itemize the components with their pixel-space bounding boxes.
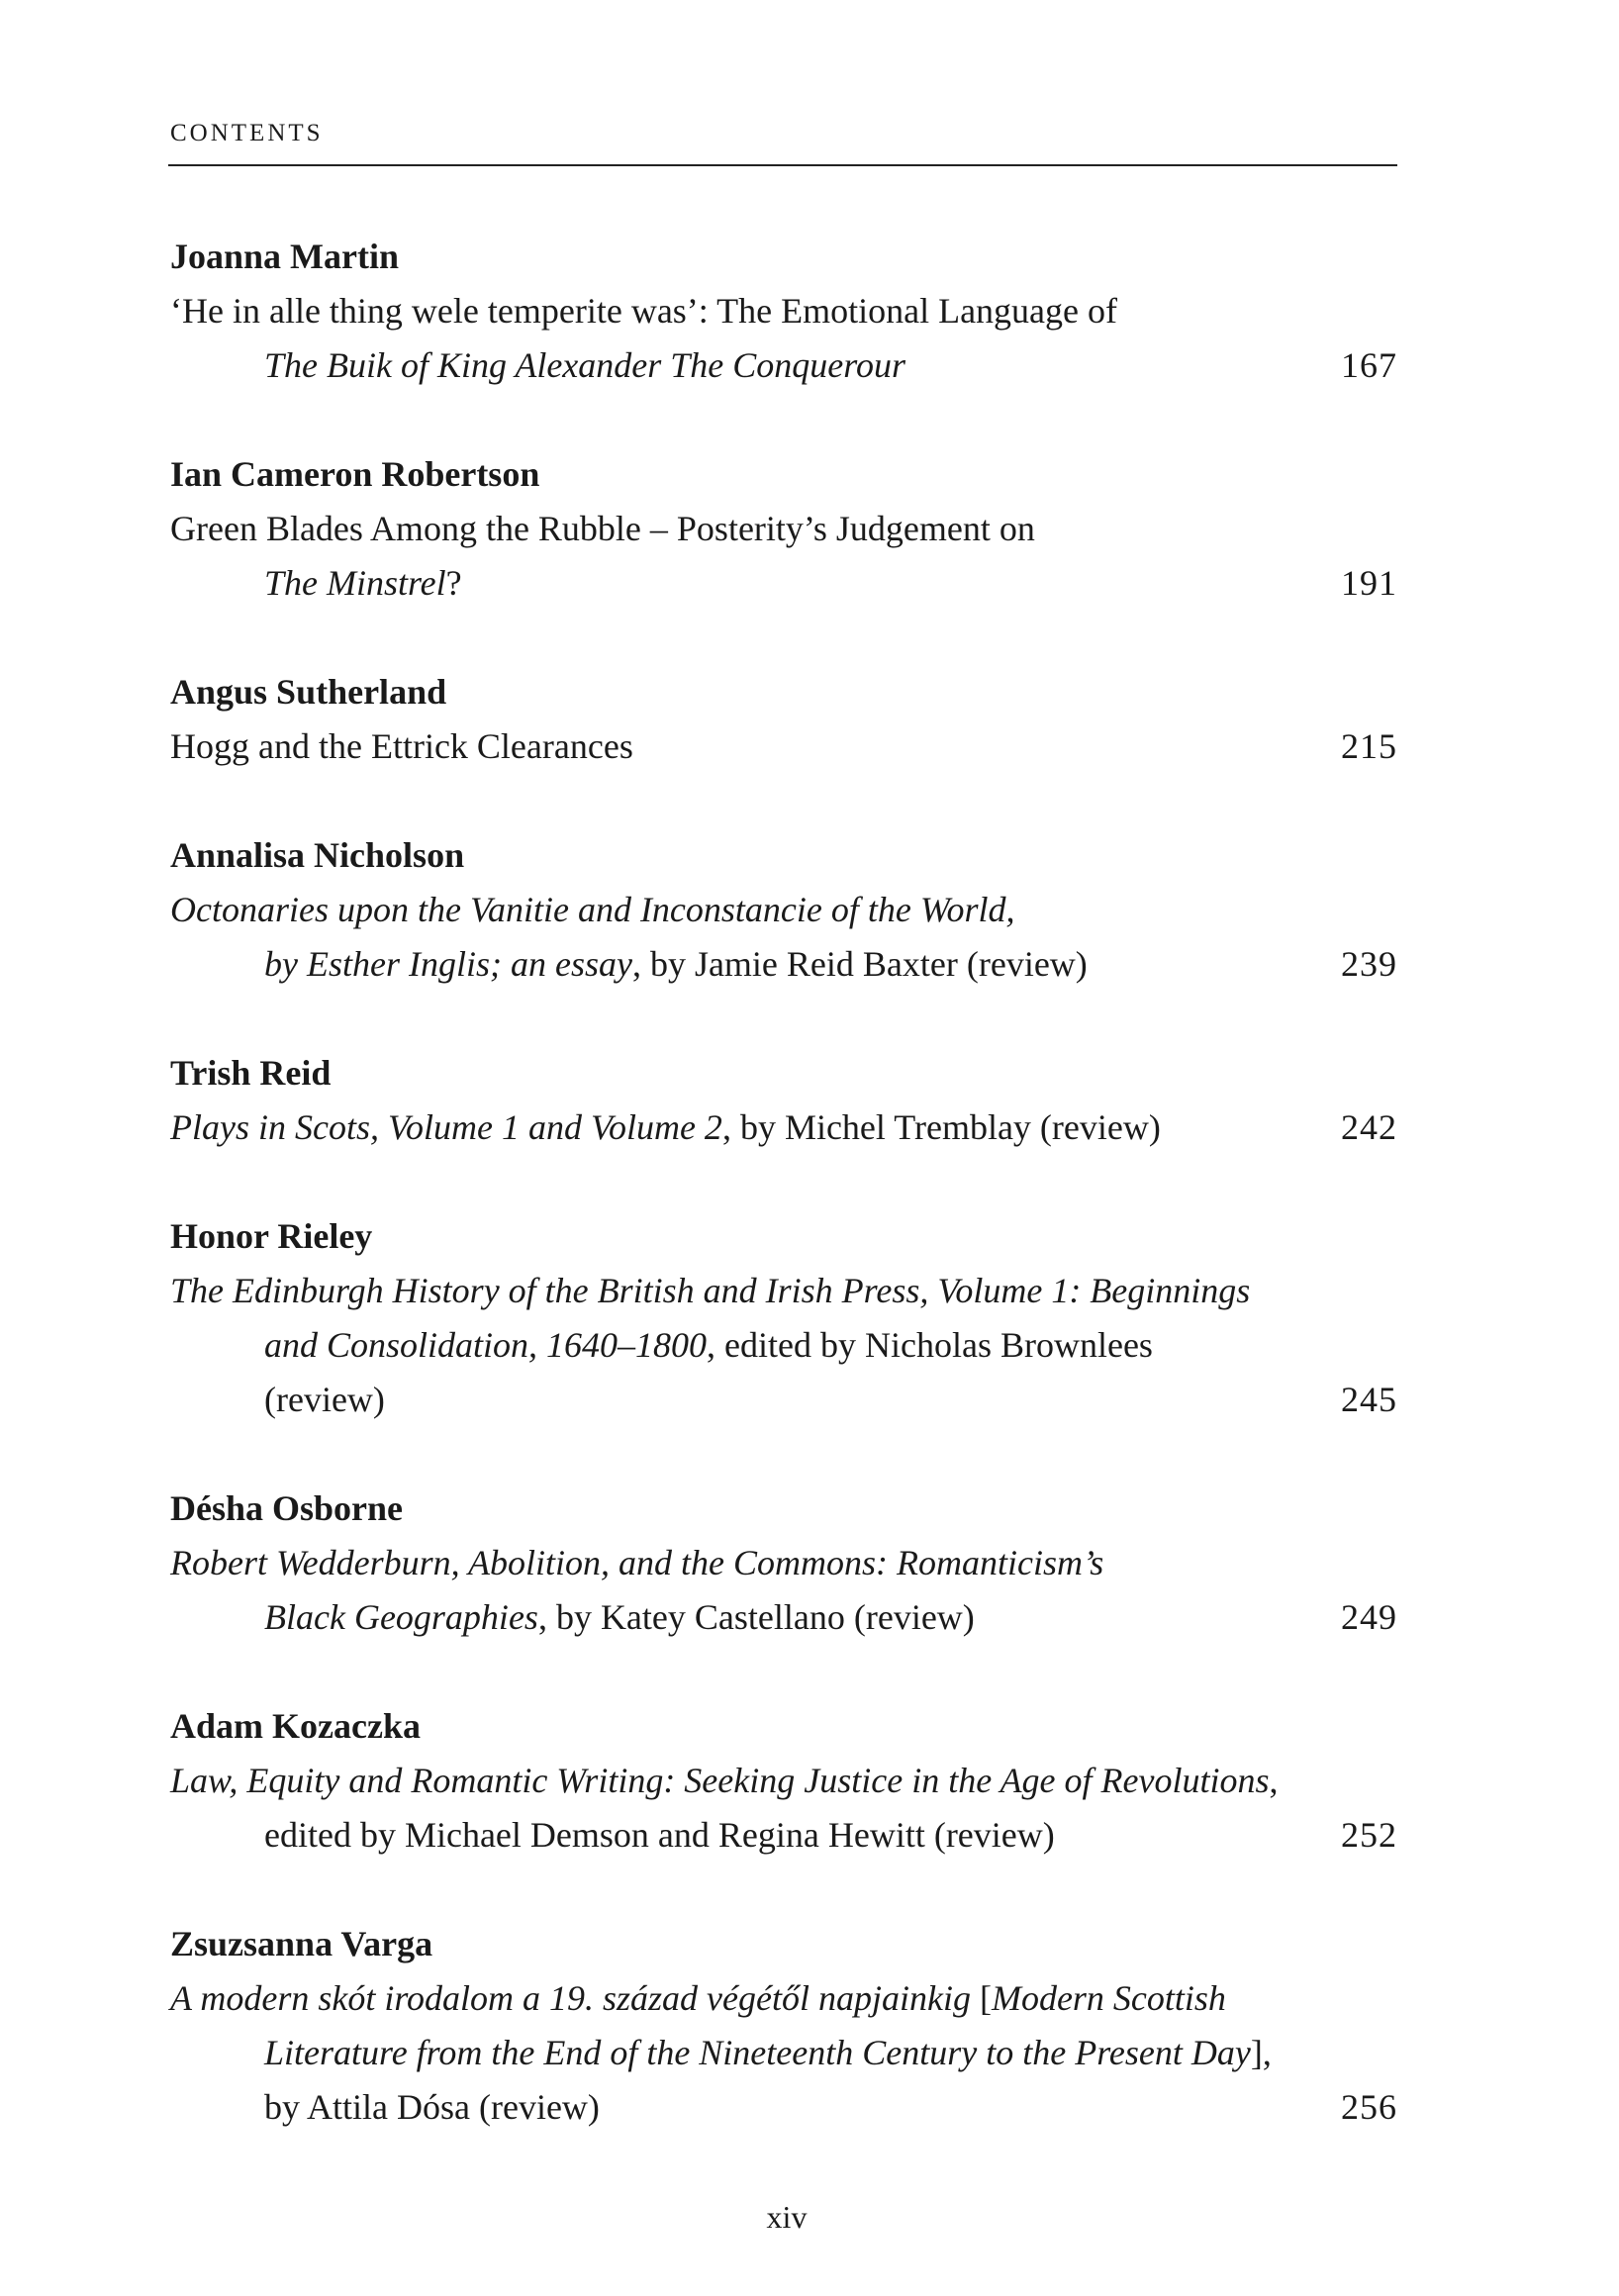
title-italic-segment: and Consolidation, 1640–1800 — [264, 1325, 708, 1365]
header-rule — [168, 164, 1397, 166]
toc-entry[interactable] — [170, 1699, 1397, 1863]
title-italic-segment: Modern Scottish — [991, 1978, 1226, 2018]
entry-title-line — [170, 1808, 1397, 1863]
entry-page-number: 252 — [1341, 1815, 1397, 1855]
title-italic-segment: by Esther Inglis; an essay — [264, 944, 632, 984]
title-italic-segment: Literature from the End of the Nineteenth Century to the Present Day — [264, 2033, 1251, 2072]
entry-author: Désha Osborne — [170, 1488, 404, 1528]
entry-title-line — [170, 883, 1397, 937]
toc-entry[interactable] — [170, 1917, 1397, 2135]
entry-title-line — [170, 2080, 1397, 2135]
entry-title-line — [170, 1318, 1397, 1373]
toc-entry[interactable] — [170, 1482, 1397, 1645]
entry-title-line — [170, 1100, 1397, 1155]
toc-entry[interactable] — [170, 447, 1397, 611]
entry-author: Honor Rieley — [170, 1216, 373, 1256]
title-italic-segment: Plays in Scots, Volume 1 and Volume 2 — [170, 1107, 722, 1147]
title-italic-segment: Law, Equity and Romantic Writing: Seeking Justice in the Age of Revolutions — [170, 1761, 1270, 1800]
entry-page-number: 242 — [1341, 1107, 1397, 1147]
entry-title-line — [170, 719, 1397, 774]
entry-title-line — [170, 1264, 1397, 1318]
title-segment: , — [1269, 1761, 1279, 1800]
entry-author: Ian Cameron Robertson — [170, 454, 540, 494]
entry-page-number: 191 — [1341, 563, 1397, 603]
toc-entry[interactable] — [170, 665, 1397, 774]
title-italic-segment: The Buik of King Alexander The Conquerour — [264, 345, 905, 385]
title-italic-segment: The Edinburgh History of the British and Irish Press, Volume 1: Beginnings — [170, 1271, 1251, 1310]
running-head: CONTENTS — [170, 120, 324, 146]
title-segment: , by Jamie Reid Baxter (review) — [631, 944, 1088, 984]
title-segment: Hogg and the Ettrick Clearances — [170, 726, 633, 766]
title-italic-segment: The Minstrel — [264, 563, 446, 603]
entry-title-line — [170, 556, 1397, 611]
toc-entry[interactable] — [170, 1046, 1397, 1155]
title-segment: by Attila Dósa (review) — [264, 2087, 600, 2127]
entry-page-number: 245 — [1341, 1380, 1397, 1419]
entry-page-number: 249 — [1341, 1597, 1397, 1637]
entry-title-line — [170, 1754, 1397, 1808]
title-segment: , by Michel Tremblay (review) — [721, 1107, 1161, 1147]
table-of-contents — [170, 230, 1397, 2189]
entry-title-line — [170, 502, 1397, 556]
entry-author: Joanna Martin — [170, 237, 400, 276]
title-segment: edited by Michael Demson and Regina Hewitt (review) — [264, 1815, 1055, 1855]
toc-entry[interactable] — [170, 828, 1397, 992]
entry-page-number: 215 — [1341, 726, 1397, 766]
entry-title-line — [170, 937, 1397, 992]
entry-author: Annalisa Nicholson — [170, 835, 465, 875]
title-segment: ‘He in alle thing wele temperite was’: The Emotional Language of — [170, 291, 1118, 331]
entry-title-line — [170, 284, 1397, 338]
title-segment: [ — [970, 1978, 992, 2018]
entry-title-line — [170, 1536, 1397, 1590]
title-segment: ? — [445, 563, 462, 603]
entry-title-line — [170, 338, 1397, 393]
toc-entry[interactable] — [170, 230, 1397, 393]
entry-author: Angus Sutherland — [170, 672, 447, 712]
entry-page-number: 256 — [1341, 2087, 1397, 2127]
title-segment: ], — [1250, 2033, 1272, 2072]
entry-author: Zsuzsanna Varga — [170, 1924, 433, 1963]
title-segment: Green Blades Among the Rubble – Posterity’s Judgement on — [170, 509, 1035, 548]
entry-page-number: 167 — [1341, 345, 1397, 385]
entry-author: Trish Reid — [170, 1053, 332, 1093]
page-number: xiv — [766, 2199, 808, 2235]
title-italic-segment: Black Geographies — [264, 1597, 538, 1637]
entry-title-line — [170, 1971, 1397, 2026]
toc-entry[interactable] — [170, 1209, 1397, 1427]
entry-title-line — [170, 1590, 1397, 1645]
entry-author: Adam Kozaczka — [170, 1706, 421, 1746]
entry-title-line — [170, 1373, 1397, 1427]
entry-title-line — [170, 2026, 1397, 2080]
title-segment: , by Katey Castellano (review) — [537, 1597, 975, 1637]
title-italic-segment: A modern skót irodalom a 19. század végétől napjainkig — [170, 1978, 971, 2018]
entry-page-number: 239 — [1341, 944, 1397, 984]
title-segment: , edited by Nicholas Brownlees — [707, 1325, 1153, 1365]
title-segment: (review) — [264, 1380, 385, 1419]
title-italic-segment: Robert Wedderburn, Abolition, and the Commons: Romanticism’s — [170, 1543, 1104, 1582]
title-italic-segment: Octonaries upon the Vanitie and Inconstancie of the World, — [170, 890, 1015, 929]
